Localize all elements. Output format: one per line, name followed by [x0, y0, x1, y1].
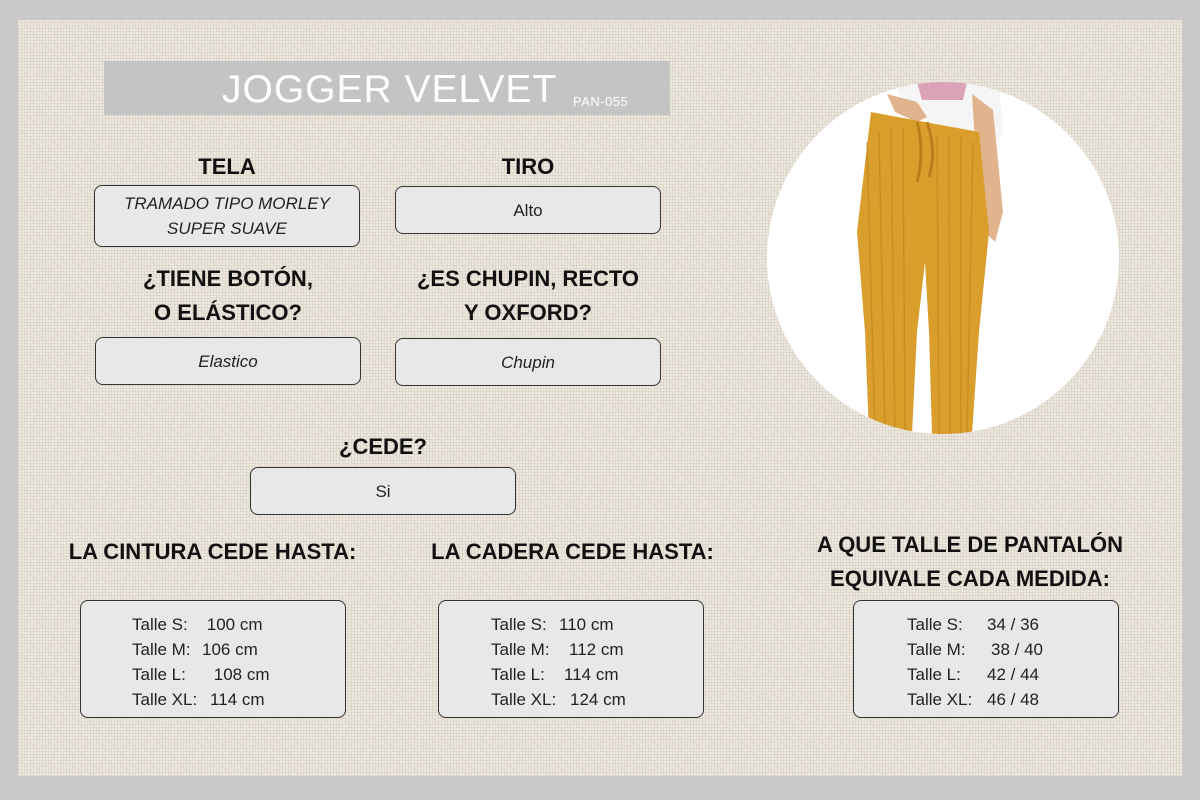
boton-value: Elastico: [198, 351, 258, 371]
size-row: [907, 687, 1118, 712]
talle-label: Talle M:: [132, 640, 191, 659]
talle-medida: 108 cm: [213, 665, 270, 684]
talle-label: Talle L:: [132, 665, 186, 684]
talle-medida: 110 cm: [559, 615, 614, 634]
pants-shape: [857, 112, 989, 434]
talle-medida: 38 / 40: [991, 640, 1043, 659]
size-row: [907, 637, 1118, 662]
talle-label: Talle S:: [907, 615, 963, 634]
talle-label: Talle L:: [491, 665, 545, 684]
size-row: [491, 687, 703, 712]
talle-medida: 46 / 48: [987, 690, 1039, 709]
product-code: PAN-055: [573, 94, 629, 109]
boton-value-box: [95, 337, 361, 385]
talle-label: Talle XL:: [907, 690, 973, 709]
size-row: [132, 612, 345, 637]
shirt-print: [917, 82, 967, 100]
cede-value: Si: [375, 481, 391, 501]
talle-medida: 100 cm: [206, 615, 263, 634]
product-photo: [767, 82, 1119, 434]
boton-label-line1: ¿TIENE BOTÓN,: [143, 266, 313, 291]
cede-label: ¿CEDE?: [339, 434, 427, 459]
size-row: [907, 662, 1118, 687]
size-row: [907, 612, 1118, 637]
talle-medida: 112 cm: [569, 640, 624, 659]
cadera-sizes-box: [438, 600, 704, 718]
corte-label-line2: Y OXFORD?: [464, 300, 592, 325]
talle-label: Talle XL:: [491, 690, 557, 709]
equivalencia-sizes-box: [853, 600, 1119, 718]
size-row: [491, 637, 703, 662]
corte-value: Chupin: [501, 352, 555, 372]
talle-medida: 114 cm: [210, 690, 265, 709]
tiro-value: Alto: [513, 200, 543, 220]
tela-label: TELA: [198, 154, 256, 179]
size-row: [491, 612, 703, 637]
product-title: JOGGER VELVET: [222, 68, 558, 111]
equivalencia-label: [770, 528, 1170, 596]
size-row: [132, 662, 345, 687]
talle-medida: 106 cm: [202, 640, 258, 659]
cede-value-box: [250, 467, 516, 515]
size-row: [132, 687, 345, 712]
tela-value-line1: TRAMADO TIPO MORLEY: [124, 194, 330, 213]
talle-label: Talle M:: [491, 640, 550, 659]
talle-label: Talle S:: [132, 615, 188, 634]
talle-medida: 114 cm: [564, 665, 619, 684]
equivalencia-label-line2: EQUIVALE CADA MEDIDA:: [830, 566, 1110, 591]
tiro-label: TIRO: [501, 154, 555, 179]
talle-label: Talle M:: [907, 640, 966, 659]
tela-value-box: [94, 185, 360, 247]
talle-label: Talle L:: [907, 665, 961, 684]
corte-label: [395, 262, 661, 330]
size-row: [132, 637, 345, 662]
boton-label-line2: O ELÁSTICO?: [154, 300, 302, 325]
talle-medida: 124 cm: [570, 690, 626, 709]
cintura-label: LA CINTURA CEDE HASTA:: [68, 539, 357, 564]
corte-value-box: [395, 338, 661, 386]
talle-label: Talle S:: [491, 615, 547, 634]
talle-medida: 42 / 44: [987, 665, 1039, 684]
cintura-sizes-box: [80, 600, 346, 718]
cadera-label: LA CADERA CEDE HASTA:: [431, 539, 714, 564]
size-row: [491, 662, 703, 687]
talle-label: Talle XL:: [132, 690, 198, 709]
corte-label-line1: ¿ES CHUPIN, RECTO: [416, 266, 640, 291]
talle-medida: 34 / 36: [987, 615, 1039, 634]
equivalencia-label-line1: A QUE TALLE DE PANTALÓN: [817, 532, 1123, 557]
tela-value-line2: SUPER SUAVE: [167, 219, 287, 238]
tiro-value-box: [395, 186, 661, 234]
pants-illustration: [767, 82, 1119, 434]
boton-label: [95, 262, 361, 330]
